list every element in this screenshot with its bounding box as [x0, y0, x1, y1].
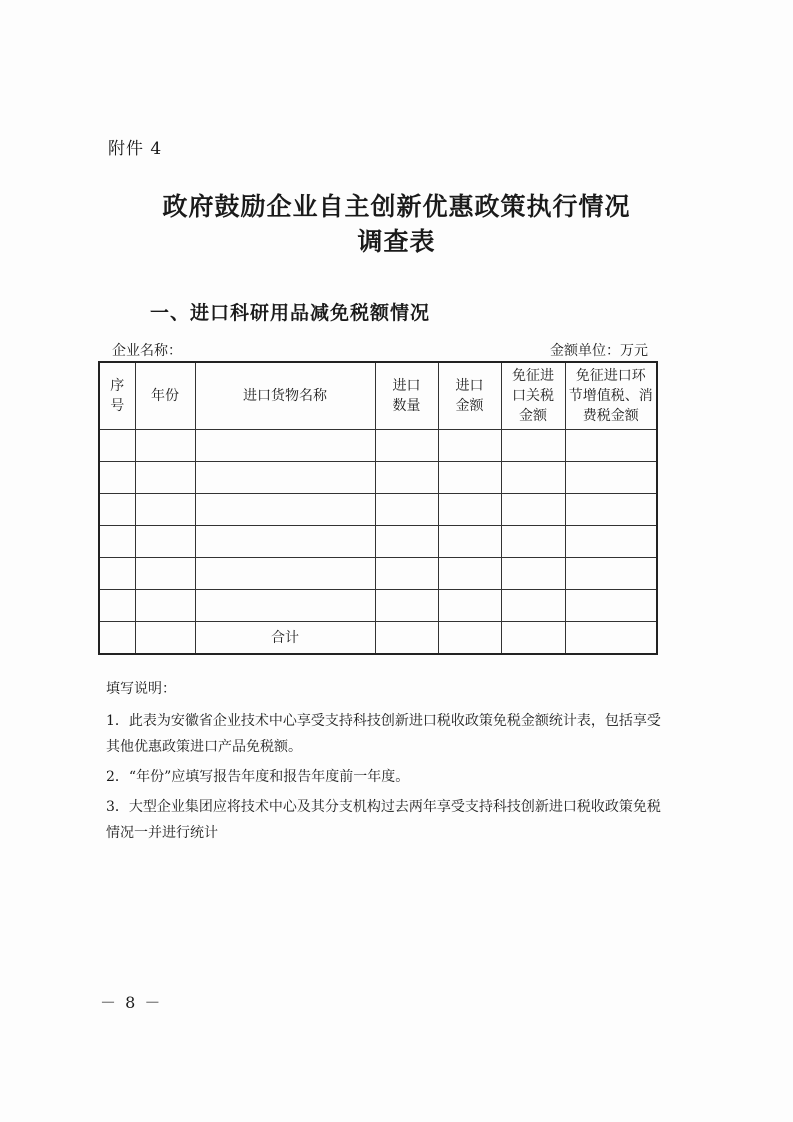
- table-cell[interactable]: [565, 462, 657, 494]
- attachment-label: 附件 4: [108, 139, 163, 159]
- table-cell[interactable]: [438, 494, 501, 526]
- table-cell[interactable]: [375, 526, 438, 558]
- header-vat-exempt: [565, 362, 657, 430]
- table-cell[interactable]: [438, 526, 501, 558]
- table-row: [99, 462, 657, 494]
- table-cell[interactable]: [195, 430, 375, 462]
- header-line: 口关税: [512, 388, 554, 404]
- table-cell[interactable]: [99, 430, 135, 462]
- table-row: [99, 526, 657, 558]
- table-cell[interactable]: [565, 558, 657, 590]
- table-cell[interactable]: [99, 558, 135, 590]
- company-name-label: 企业名称：: [112, 343, 182, 359]
- table-cell[interactable]: [501, 526, 565, 558]
- table-cell[interactable]: [438, 622, 501, 655]
- table-cell[interactable]: [438, 590, 501, 622]
- total-label: 合计: [195, 622, 375, 655]
- table-cell[interactable]: [195, 462, 375, 494]
- header-line: 费税金额: [582, 408, 639, 424]
- table-cell[interactable]: [99, 590, 135, 622]
- header-line: 进口: [455, 378, 484, 394]
- table-cell[interactable]: [565, 430, 657, 462]
- amount-unit-label: 金额单位：万元: [550, 343, 648, 359]
- instruction-item: 3．大型企业集团应将技术中心及其分支机构过去两年享受支持科技创新进口税收政策免税情况一并进行统计: [106, 799, 661, 841]
- table-cell[interactable]: [135, 430, 195, 462]
- table-cell[interactable]: [195, 590, 375, 622]
- table-cell[interactable]: [375, 558, 438, 590]
- table-header-row: [99, 362, 657, 430]
- header-line: 金额: [519, 408, 547, 424]
- table-row: [99, 590, 657, 622]
- document-title-line1: 政府鼓励企业自主创新优惠政策执行情况: [162, 192, 631, 221]
- table-cell[interactable]: [195, 558, 375, 590]
- table-cell[interactable]: [99, 462, 135, 494]
- table-cell[interactable]: [501, 494, 565, 526]
- header-line: 号: [110, 398, 125, 414]
- table-row: [99, 430, 657, 462]
- header-line: 免征进口环: [575, 368, 646, 384]
- table-cell[interactable]: [375, 494, 438, 526]
- table-cell[interactable]: [438, 558, 501, 590]
- header-line: 节增值税、消: [568, 388, 653, 404]
- table-cell[interactable]: [501, 622, 565, 655]
- table-cell[interactable]: [438, 462, 501, 494]
- table-cell[interactable]: [438, 430, 501, 462]
- header-line: 年份: [151, 388, 179, 404]
- table-cell[interactable]: [501, 430, 565, 462]
- header-line: 数量: [392, 398, 421, 414]
- table-cell[interactable]: [135, 622, 195, 655]
- table-cell[interactable]: [99, 622, 135, 655]
- instructions-heading: 填写说明：: [106, 681, 176, 697]
- header-serial-number: [99, 362, 135, 430]
- table-cell[interactable]: [135, 590, 195, 622]
- header-import-amount: [438, 362, 501, 430]
- table-cell[interactable]: [501, 558, 565, 590]
- table-cell[interactable]: [375, 430, 438, 462]
- table-total-row: [99, 622, 657, 655]
- table-cell[interactable]: [135, 526, 195, 558]
- table-cell[interactable]: [375, 590, 438, 622]
- header-line: 进口货物名称: [243, 388, 327, 404]
- header-line: 免征进: [512, 368, 554, 384]
- table-row: [99, 494, 657, 526]
- table-cell[interactable]: [135, 558, 195, 590]
- table-cell[interactable]: [565, 622, 657, 655]
- section-heading: 一、进口科研用品减免税额情况: [150, 302, 431, 324]
- header-goods-name: [195, 362, 375, 430]
- document-title-line2: 调查表: [357, 227, 436, 256]
- instruction-item: 1．此表为安徽省企业技术中心享受支持科技创新进口税收政策免税金额统计表，包括享受其他优惠政策进口产品免税额。: [106, 713, 661, 755]
- table-cell[interactable]: [195, 494, 375, 526]
- table-cell[interactable]: [195, 526, 375, 558]
- table-cell[interactable]: [565, 590, 657, 622]
- header-line: 序: [110, 378, 125, 394]
- survey-table: [98, 361, 658, 655]
- page-number: － 8 －: [100, 993, 163, 1012]
- header-line: 金额: [455, 398, 484, 414]
- table-cell[interactable]: [565, 526, 657, 558]
- table-cell[interactable]: [99, 494, 135, 526]
- header-import-quantity: [375, 362, 438, 430]
- header-line: 进口: [392, 378, 421, 394]
- table-cell[interactable]: [135, 462, 195, 494]
- table-row: [99, 558, 657, 590]
- table-cell[interactable]: [135, 494, 195, 526]
- header-year: [135, 362, 195, 430]
- table-cell[interactable]: [375, 462, 438, 494]
- filling-instructions: [106, 676, 666, 850]
- table-cell[interactable]: [501, 462, 565, 494]
- header-tariff-exempt: [501, 362, 565, 430]
- table-cell[interactable]: [565, 494, 657, 526]
- table-cell[interactable]: [501, 590, 565, 622]
- table-cell[interactable]: [375, 622, 438, 655]
- table-cell[interactable]: [99, 526, 135, 558]
- instruction-item: 2．“年份”应填写报告年度和报告年度前一年度。: [106, 769, 410, 785]
